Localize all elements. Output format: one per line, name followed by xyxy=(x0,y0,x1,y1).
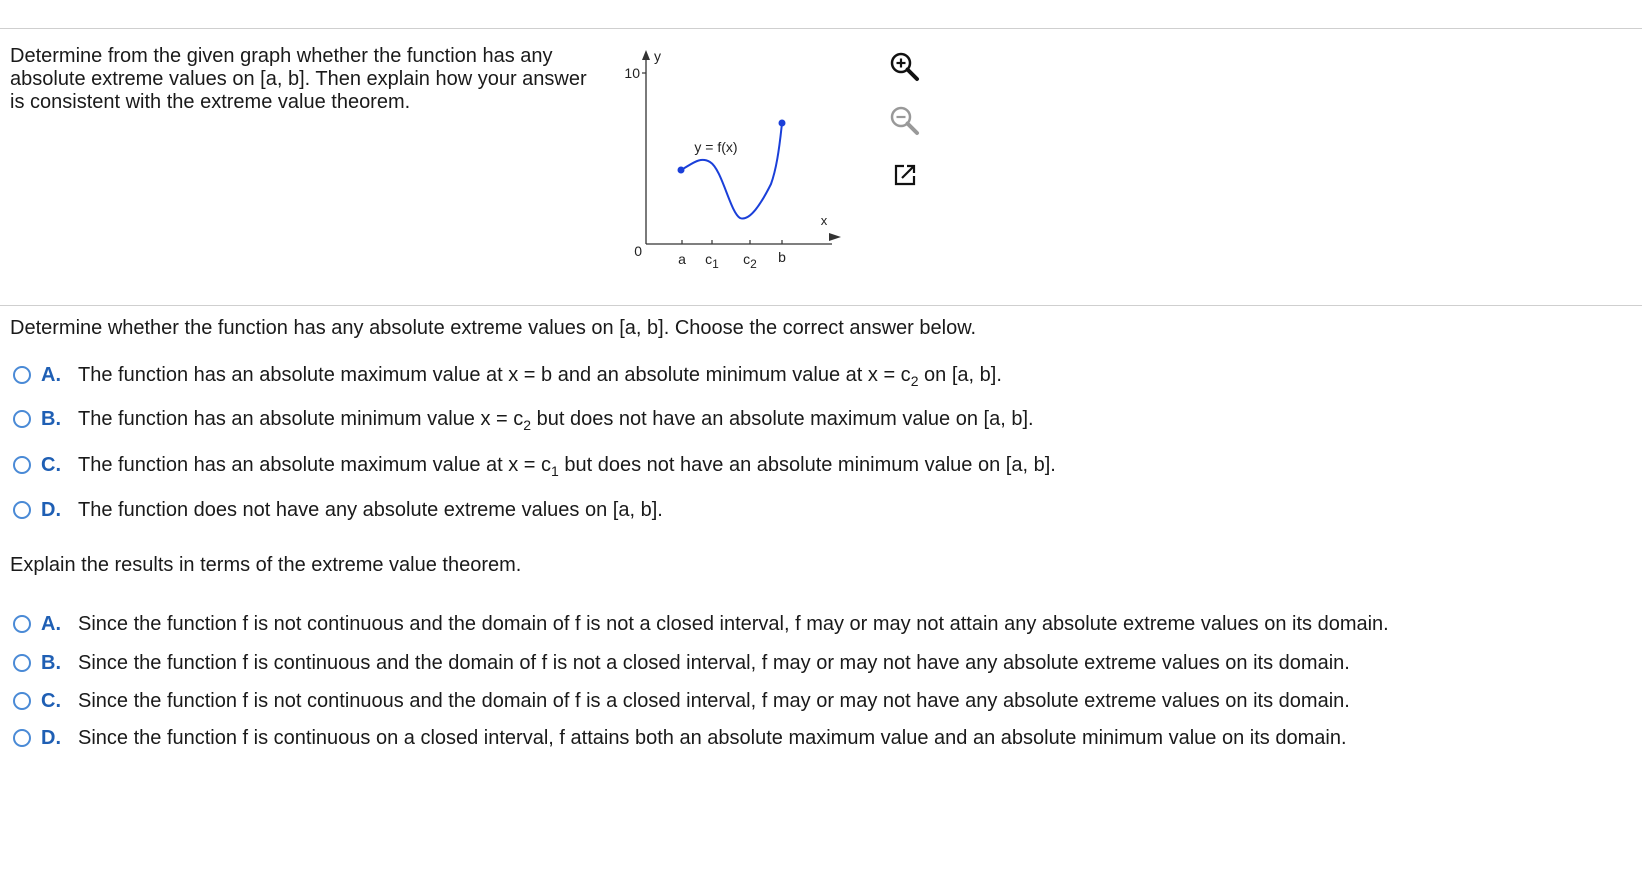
q1-radio-a[interactable] xyxy=(13,366,31,384)
popout-icon xyxy=(887,157,923,193)
function-curve xyxy=(681,123,782,219)
section-divider xyxy=(0,305,1642,306)
q1-radio-b[interactable] xyxy=(13,410,31,428)
q2-text-b: Since the function f is continuous and the domain of f is not a closed interval, f may or may not have any absolute extreme values on its domain. xyxy=(78,651,1350,674)
q1-option-c[interactable] xyxy=(13,452,1056,478)
intro-text: Determine from the given graph whether the function has any absolute extreme values on [a, b]. Then explain how your answer is consistent with the extreme value theorem. xyxy=(10,45,587,113)
graph-tools xyxy=(885,47,929,209)
y-axis-arrow xyxy=(642,50,650,60)
q2-letter-d: D. xyxy=(41,726,61,749)
function-graph xyxy=(624,44,850,274)
q1-text-a: The function has an absolute maximum value at x = b and an absolute minimum value at $x = c_2$ on [a, b]. xyxy=(78,363,1002,389)
q2-text-c: Since the function f is not continuous and the domain of f is a closed interval, f may or may not have any absolute extreme values on its domain. xyxy=(78,689,1350,712)
q2-letter-c: C. xyxy=(41,689,61,712)
q2-radio-a[interactable] xyxy=(13,615,31,633)
q1-letter-a: A. xyxy=(41,363,61,386)
q2-letter-b: B. xyxy=(41,651,61,674)
question-2-prompt: Explain the results in terms of the extreme value theorem. xyxy=(10,554,522,576)
q2-option-b[interactable] xyxy=(13,650,1350,676)
q1-text-c: The function has an absolute maximum value at $x = c_1$ but does not have an absolute minimum value on [a, b]. xyxy=(78,453,1056,479)
q1-option-a[interactable] xyxy=(13,362,1002,388)
q1-letter-b: B. xyxy=(41,407,61,430)
q2-option-c[interactable] xyxy=(13,688,1350,714)
zoom-in-icon xyxy=(887,49,923,85)
q1-radio-d[interactable] xyxy=(13,501,31,519)
q2-text-d: Since the function f is continuous on a closed interval, f attains both an absolute maximum value and an absolute minimum value on its domain. xyxy=(78,726,1347,749)
zoom-in-button[interactable] xyxy=(885,47,925,87)
x-tick-label-a: a xyxy=(678,251,686,267)
x-axis-arrow xyxy=(829,233,841,241)
x-tick-label-c1: c1 xyxy=(705,251,719,271)
y-tick-label: 10 xyxy=(624,65,640,81)
curve-label: y = f(x) xyxy=(694,139,738,155)
x-tick-label-c2: c2 xyxy=(743,251,757,271)
top-divider xyxy=(0,28,1642,29)
question-1-prompt: Determine whether the function has any absolute extreme values on [a, b]. Choose the correct answer below. xyxy=(10,317,977,339)
x-axis-label: x xyxy=(820,213,828,228)
q1-option-b[interactable] xyxy=(13,406,1034,432)
q2-text-a: Since the function f is not continuous and the domain of f is not a closed interval, f may or may not attain any absolute extreme values on its domain. xyxy=(78,612,1389,635)
endpoint-a xyxy=(678,167,685,174)
q2-option-a[interactable] xyxy=(13,611,1389,637)
q1-radio-c[interactable] xyxy=(13,456,31,474)
q1-letter-d: D. xyxy=(41,498,61,521)
zoom-out-button[interactable] xyxy=(885,101,925,141)
q1-option-d[interactable] xyxy=(13,497,663,523)
q1-text-b: The function has an absolute minimum value $x = c_2$ but does not have an absolute maximum value on [a, b]. xyxy=(78,407,1034,433)
q2-radio-c[interactable] xyxy=(13,692,31,710)
q2-radio-d[interactable] xyxy=(13,729,31,747)
q1-text-d: The function does not have any absolute extreme values on [a, b]. xyxy=(78,498,663,521)
q2-option-d[interactable] xyxy=(13,725,1347,751)
endpoint-b xyxy=(779,120,786,127)
q1-letter-c: C. xyxy=(41,453,61,476)
popout-button[interactable] xyxy=(885,155,925,195)
q2-radio-b[interactable] xyxy=(13,654,31,672)
q2-letter-a: A. xyxy=(41,612,61,635)
y-axis-label: y xyxy=(654,48,661,64)
x-tick-label-b: b xyxy=(778,249,786,265)
zoom-out-icon xyxy=(887,103,923,139)
origin-label: 0 xyxy=(634,243,642,259)
